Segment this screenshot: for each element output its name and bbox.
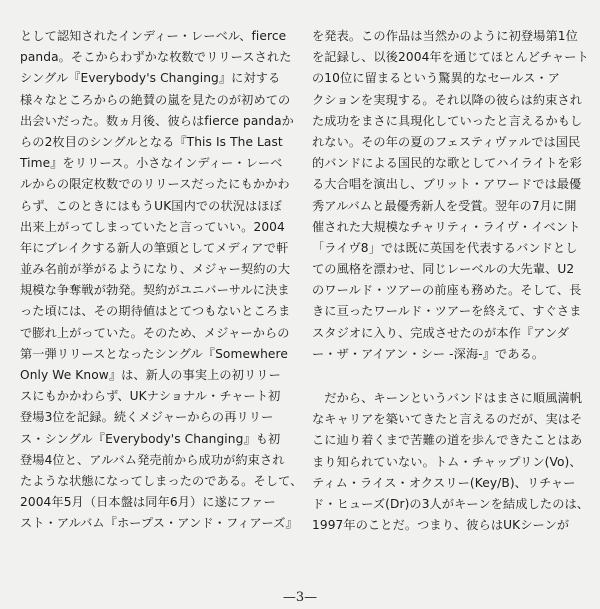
text-line: 登場4位と、アルバム発売前から成功が約束され bbox=[20, 452, 285, 467]
text-line: Only We Know』は、新人の事実上の初リリー bbox=[20, 368, 281, 382]
right-column-paragraph-2 bbox=[312, 388, 590, 536]
text-line: で膨れ上がっていた。そのため、メジャーからの bbox=[20, 325, 290, 340]
text-line: スタジオに入り、完成させたのが本作『アンダ bbox=[312, 325, 570, 340]
text-line: った頃には、その期待値はとてつもないところま bbox=[20, 304, 291, 319]
text-line: ド・ヒューズ(Dr)の3人がキーンを結成したのは、 bbox=[312, 496, 590, 511]
text-line: ルからの限定枚数でのリリースだったにもかかわ bbox=[20, 177, 290, 192]
text-line: 催された大規模なチャリティ・ライヴ・イベント bbox=[312, 219, 581, 234]
text-line: た成功をまさに具現化していったと言えるかもし bbox=[312, 113, 583, 128]
text-line: 的バンドによる国民的な歌としてハイライトを彩 bbox=[312, 156, 582, 171]
text-line: ティム・ライス・オクスリー(Key/B)、リチャー bbox=[312, 475, 576, 490]
text-line: 2004年5月（日本盤は同年6月）に遂にファー bbox=[20, 495, 276, 510]
paragraph-gap bbox=[312, 365, 584, 388]
text-line: ス・シングル『Everybody's Changing』も初 bbox=[20, 431, 281, 446]
right-column-paragraph-1 bbox=[312, 26, 589, 365]
text-line: クションを実現する。それ以降の彼らは約束され bbox=[312, 92, 583, 107]
text-line: こに辿り着くまで苦難の道を歩んできたことはあ bbox=[312, 433, 583, 448]
text-line: たような状態になってしまったのである。そして、 bbox=[20, 473, 303, 488]
text-line: のワールド・ツアーの前座も務めた。そして、長 bbox=[312, 283, 582, 298]
text-line: を記録し、以後2004年を通じてほとんどチャート bbox=[312, 50, 589, 65]
text-line: 秀アルバムと最優秀新人を受賞。翌年の7月に開 bbox=[312, 198, 577, 213]
text-line: まり知られていない。トム・チャップリン(Vo)、 bbox=[312, 454, 582, 469]
text-line: panda。そこからわずかな枚数でリリースされた bbox=[20, 50, 292, 65]
text-line: なキャリアを築いてきたと言えるのだが、実はそ bbox=[312, 412, 583, 427]
text-line: 1997年のことだ。つまり、彼らはUKシーンが bbox=[312, 518, 570, 533]
text-line: の10位に留まるという驚異的なセールス・ア bbox=[312, 71, 561, 86]
text-line: 規模な争奪戦が勃発。契約がユニバーサルに決ま bbox=[20, 283, 290, 298]
text-line: スト・アルバム『ホープス・アンド・フィアーズ』 bbox=[20, 516, 298, 531]
text-line: 並み名前が挙がるようになり、メジャー契約の大 bbox=[20, 262, 291, 277]
left-column bbox=[20, 26, 303, 535]
text-line: 年にブレイクする新人の筆頭としてメディアで軒 bbox=[20, 240, 289, 255]
text-line: を発表。この作品は当然かのように初登場第1位 bbox=[312, 29, 578, 43]
text-line: 出会いだった。数ヵ月後、彼らはfierce pandaか bbox=[20, 113, 294, 128]
text-line: 第一弾リリースとなったシングル『Somewhere bbox=[20, 346, 288, 361]
right-column bbox=[312, 26, 590, 536]
text-line: る大合唱を演出し、ブリット・アワードでは最優 bbox=[312, 177, 582, 192]
text-line: 様々なところからの絶賛の嵐を見たのが初めての bbox=[20, 92, 291, 107]
text-line: Time』をリリース。小さなインディー・レーベ bbox=[20, 156, 283, 171]
text-line: だから、キーンというバンドはまさに順風満帆 bbox=[312, 391, 583, 405]
text-line: 「ライヴ8」では既に英国を代表するバンドとし bbox=[312, 240, 578, 255]
page-number: —3— bbox=[282, 590, 318, 605]
text-line: ー・ザ・アイアン・シー -深海-』である。 bbox=[312, 346, 545, 361]
text-line: れない。その年の夏のフェスティヴァルでは国民 bbox=[312, 134, 581, 149]
text-line: 出来上がってしまっていたと言っていい。2004 bbox=[20, 219, 285, 234]
text-line: として認知されたインディー・レーベル、fierce bbox=[20, 29, 287, 43]
text-line: 登場3位を記録。続くメジャーからの再リリー bbox=[20, 410, 274, 425]
text-line: らず、このときにはもうUK国内での状況はほぼ bbox=[20, 198, 282, 213]
text-line: らの2枚目のシングルとなる『This Is The Last bbox=[20, 134, 283, 149]
text-line: シングル『Everybody's Changing』に対する bbox=[20, 71, 281, 86]
text-line: ての風格を漂わせ、同じレーベルの大先輩、U2 bbox=[312, 262, 575, 277]
text-line: きに亘ったワールド・ツアーを終えて、すぐさま bbox=[312, 304, 582, 319]
text-line: スにもかかわらず、UKナショナル・チャート初 bbox=[20, 389, 281, 404]
